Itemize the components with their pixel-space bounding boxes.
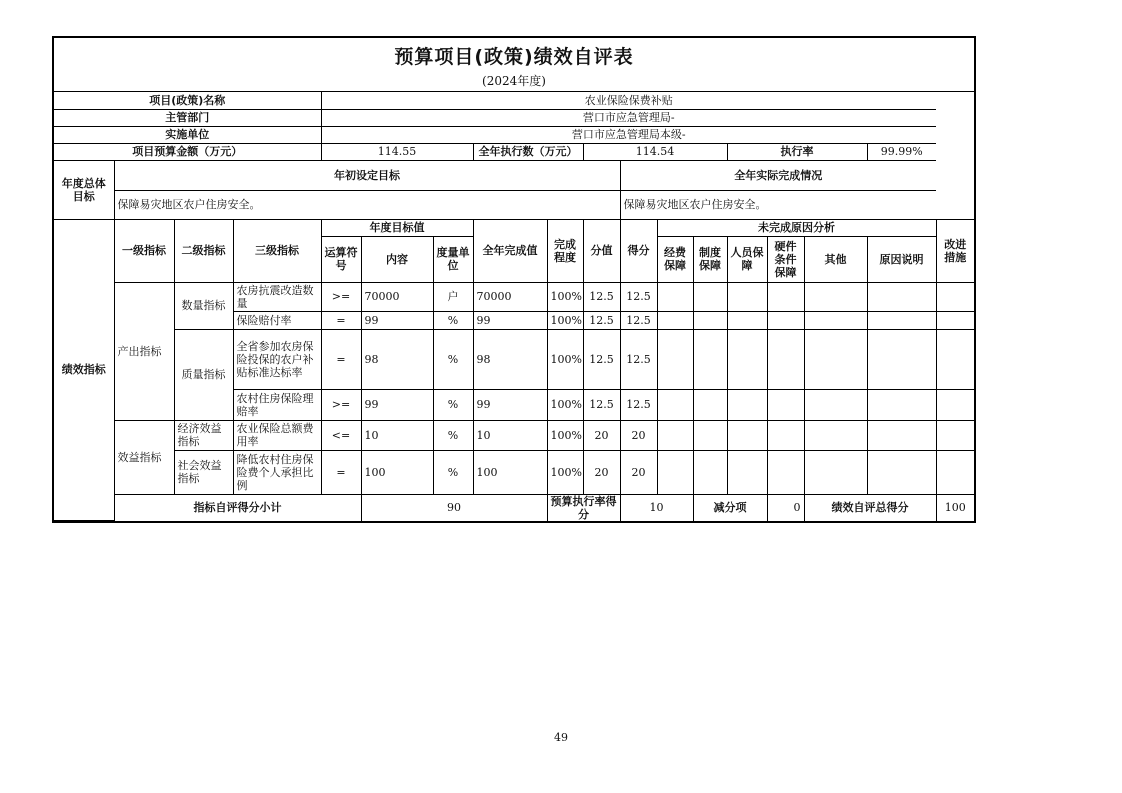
content-cell: 98 [361,329,433,389]
l3-cell: 农房抗震改造数量 [233,282,321,311]
unit-cell: % [433,329,473,389]
empty-cell [767,311,804,329]
level3-header: 三级指标 [233,219,321,282]
page-number: 49 [554,731,568,744]
dept-label: 主管部门 [54,109,321,126]
l3-cell: 降低农村住房保险费个人承担比例 [233,450,321,494]
content-cell: 10 [361,420,433,450]
score-cell: 12.5 [620,311,657,329]
degree-cell: 100% [547,450,583,494]
reason-hardware-header: 硬件条件保障 [767,236,804,282]
empty-cell [727,311,767,329]
goal-planned-text: 保障易灾地区农户住房安全。 [114,190,620,219]
value-cell: 12.5 [583,282,620,311]
empty-cell [867,450,936,494]
unit-header: 度量单位 [433,236,473,282]
op-cell: >= [321,282,361,311]
empty-cell [804,282,867,311]
op-cell: = [321,311,361,329]
content-cell: 100 [361,450,433,494]
completed-header: 全年完成值 [473,219,547,282]
done-cell: 98 [473,329,547,389]
info-row-name [54,92,974,109]
done-cell: 99 [473,389,547,420]
score-cell: 12.5 [620,282,657,311]
score-cell: 20 [620,420,657,450]
empty-cell [767,450,804,494]
title-box [54,38,974,92]
score-got-header: 得分 [620,219,657,282]
done-cell: 100 [473,450,547,494]
unit-label: 实施单位 [54,126,321,143]
table-row [54,420,974,450]
unit-cell: % [433,311,473,329]
degree-cell: 100% [547,282,583,311]
table-row [54,282,974,311]
group-economic: 经济效益指标 [174,420,233,450]
target-group-header: 年度目标值 [321,219,473,236]
degree-header: 完成程度 [547,219,583,282]
goal-planned-header: 年初设定目标 [114,160,620,190]
empty-cell [657,282,693,311]
op-cell: = [321,329,361,389]
empty-cell [693,329,727,389]
rate-label: 执行率 [727,143,867,160]
value-cell: 12.5 [583,329,620,389]
level2-header: 二级指标 [174,219,233,282]
budget-score-label: 预算执行率得分 [547,494,620,521]
op-cell: >= [321,389,361,420]
empty-cell [936,282,974,311]
done-cell: 10 [473,420,547,450]
reason-explain-header: 原因说明 [867,236,936,282]
goal-content-row [54,190,974,219]
value-cell: 12.5 [583,311,620,329]
indicator-header-row-1 [54,219,974,236]
goal-actual-text: 保障易灾地区农户住房安全。 [620,190,936,219]
score-cell: 12.5 [620,389,657,420]
reason-other-header: 其他 [804,236,867,282]
reason-staff-header: 人员保障 [727,236,767,282]
budget-value: 114.55 [321,143,473,160]
info-row-dept [54,109,974,126]
table-row [54,450,974,494]
reason-group-header: 未完成原因分析 [657,219,936,236]
empty-cell [936,450,974,494]
score-summary-row [54,494,974,521]
goal-actual-header: 全年实际完成情况 [620,160,936,190]
budget-label: 项目预算金额（万元） [54,143,321,160]
unit-cell: % [433,389,473,420]
l3-cell: 全省参加农房保险投保的农户补贴标准达标率 [233,329,321,389]
degree-cell: 100% [547,329,583,389]
unit-cell: % [433,450,473,494]
empty-cell [804,311,867,329]
done-cell: 70000 [473,282,547,311]
project-name-value: 农业保险保费补贴 [321,92,936,109]
empty-cell [804,450,867,494]
content-cell: 70000 [361,282,433,311]
empty-cell [867,389,936,420]
empty-cell [767,389,804,420]
empty-cell [727,329,767,389]
empty-cell [657,389,693,420]
evaluation-table [54,92,974,521]
evaluation-sheet [52,36,976,523]
group-quality: 质量指标 [174,329,233,420]
reason-system-header: 制度保障 [693,236,727,282]
info-row-unit [54,126,974,143]
table-row [54,329,974,389]
empty-cell [867,282,936,311]
op-header: 运算符号 [321,236,361,282]
reason-funding-header: 经费保障 [657,236,693,282]
empty-cell [767,282,804,311]
deduct-label: 减分项 [693,494,767,521]
empty-cell [693,450,727,494]
level1-header: 一级指标 [114,219,174,282]
empty-cell [657,420,693,450]
rate-value: 99.99% [867,143,936,160]
degree-cell: 100% [547,311,583,329]
content-cell: 99 [361,389,433,420]
empty-cell [867,311,936,329]
empty-cell [727,450,767,494]
empty-cell [936,389,974,420]
empty-cell [693,311,727,329]
group-benefit: 效益指标 [114,420,174,494]
l3-cell: 农业保险总额费用率 [233,420,321,450]
exec-label: 全年执行数（万元） [473,143,583,160]
group-output: 产出指标 [114,282,174,420]
group-quantity: 数量指标 [174,282,233,329]
total-value: 100 [936,494,974,521]
page-title: 预算项目(政策)绩效自评表 [394,46,634,68]
empty-cell [657,329,693,389]
unit-value: 营口市应急管理局本级- [321,126,936,143]
empty-cell [804,420,867,450]
empty-cell [657,450,693,494]
unit-cell: 户 [433,282,473,311]
subtotal-label: 指标自评得分小计 [114,494,361,521]
empty-cell [936,311,974,329]
project-name-label: 项目(政策)名称 [54,92,321,109]
empty-cell [804,329,867,389]
score-cell: 20 [620,450,657,494]
op-cell: = [321,450,361,494]
score-value-header: 分值 [583,219,620,282]
goal-label: 年度总体目标 [54,160,114,219]
goal-header-row [54,160,974,190]
empty-cell [936,420,974,450]
empty-cell [693,389,727,420]
content-cell: 99 [361,311,433,329]
empty-cell [727,282,767,311]
empty-cell [804,389,867,420]
op-cell: <= [321,420,361,450]
value-cell: 20 [583,450,620,494]
empty-cell [767,420,804,450]
unit-cell: % [433,420,473,450]
empty-cell [867,329,936,389]
improve-header: 改进措施 [936,219,974,282]
subtotal-value: 90 [361,494,547,521]
done-cell: 99 [473,311,547,329]
info-row-budget [54,143,974,160]
degree-cell: 100% [547,389,583,420]
empty-cell [936,329,974,389]
empty-cell [727,389,767,420]
group-social: 社会效益指标 [174,450,233,494]
empty-cell [727,420,767,450]
value-cell: 20 [583,420,620,450]
budget-score-value: 10 [620,494,693,521]
score-cell: 12.5 [620,329,657,389]
empty-cell [693,282,727,311]
dept-value: 营口市应急管理局- [321,109,936,126]
content-header: 内容 [361,236,433,282]
empty-cell [867,420,936,450]
empty-cell [657,311,693,329]
l3-cell: 保险赔付率 [233,311,321,329]
empty-cell [767,329,804,389]
deduct-value: 0 [767,494,804,521]
empty-cell [693,420,727,450]
exec-value: 114.54 [583,143,727,160]
degree-cell: 100% [547,420,583,450]
perf-label: 绩效指标 [54,219,114,521]
value-cell: 12.5 [583,389,620,420]
report-year: (2024年度) [482,74,546,88]
total-label: 绩效自评总得分 [804,494,936,521]
l3-cell: 农村住房保险理赔率 [233,389,321,420]
